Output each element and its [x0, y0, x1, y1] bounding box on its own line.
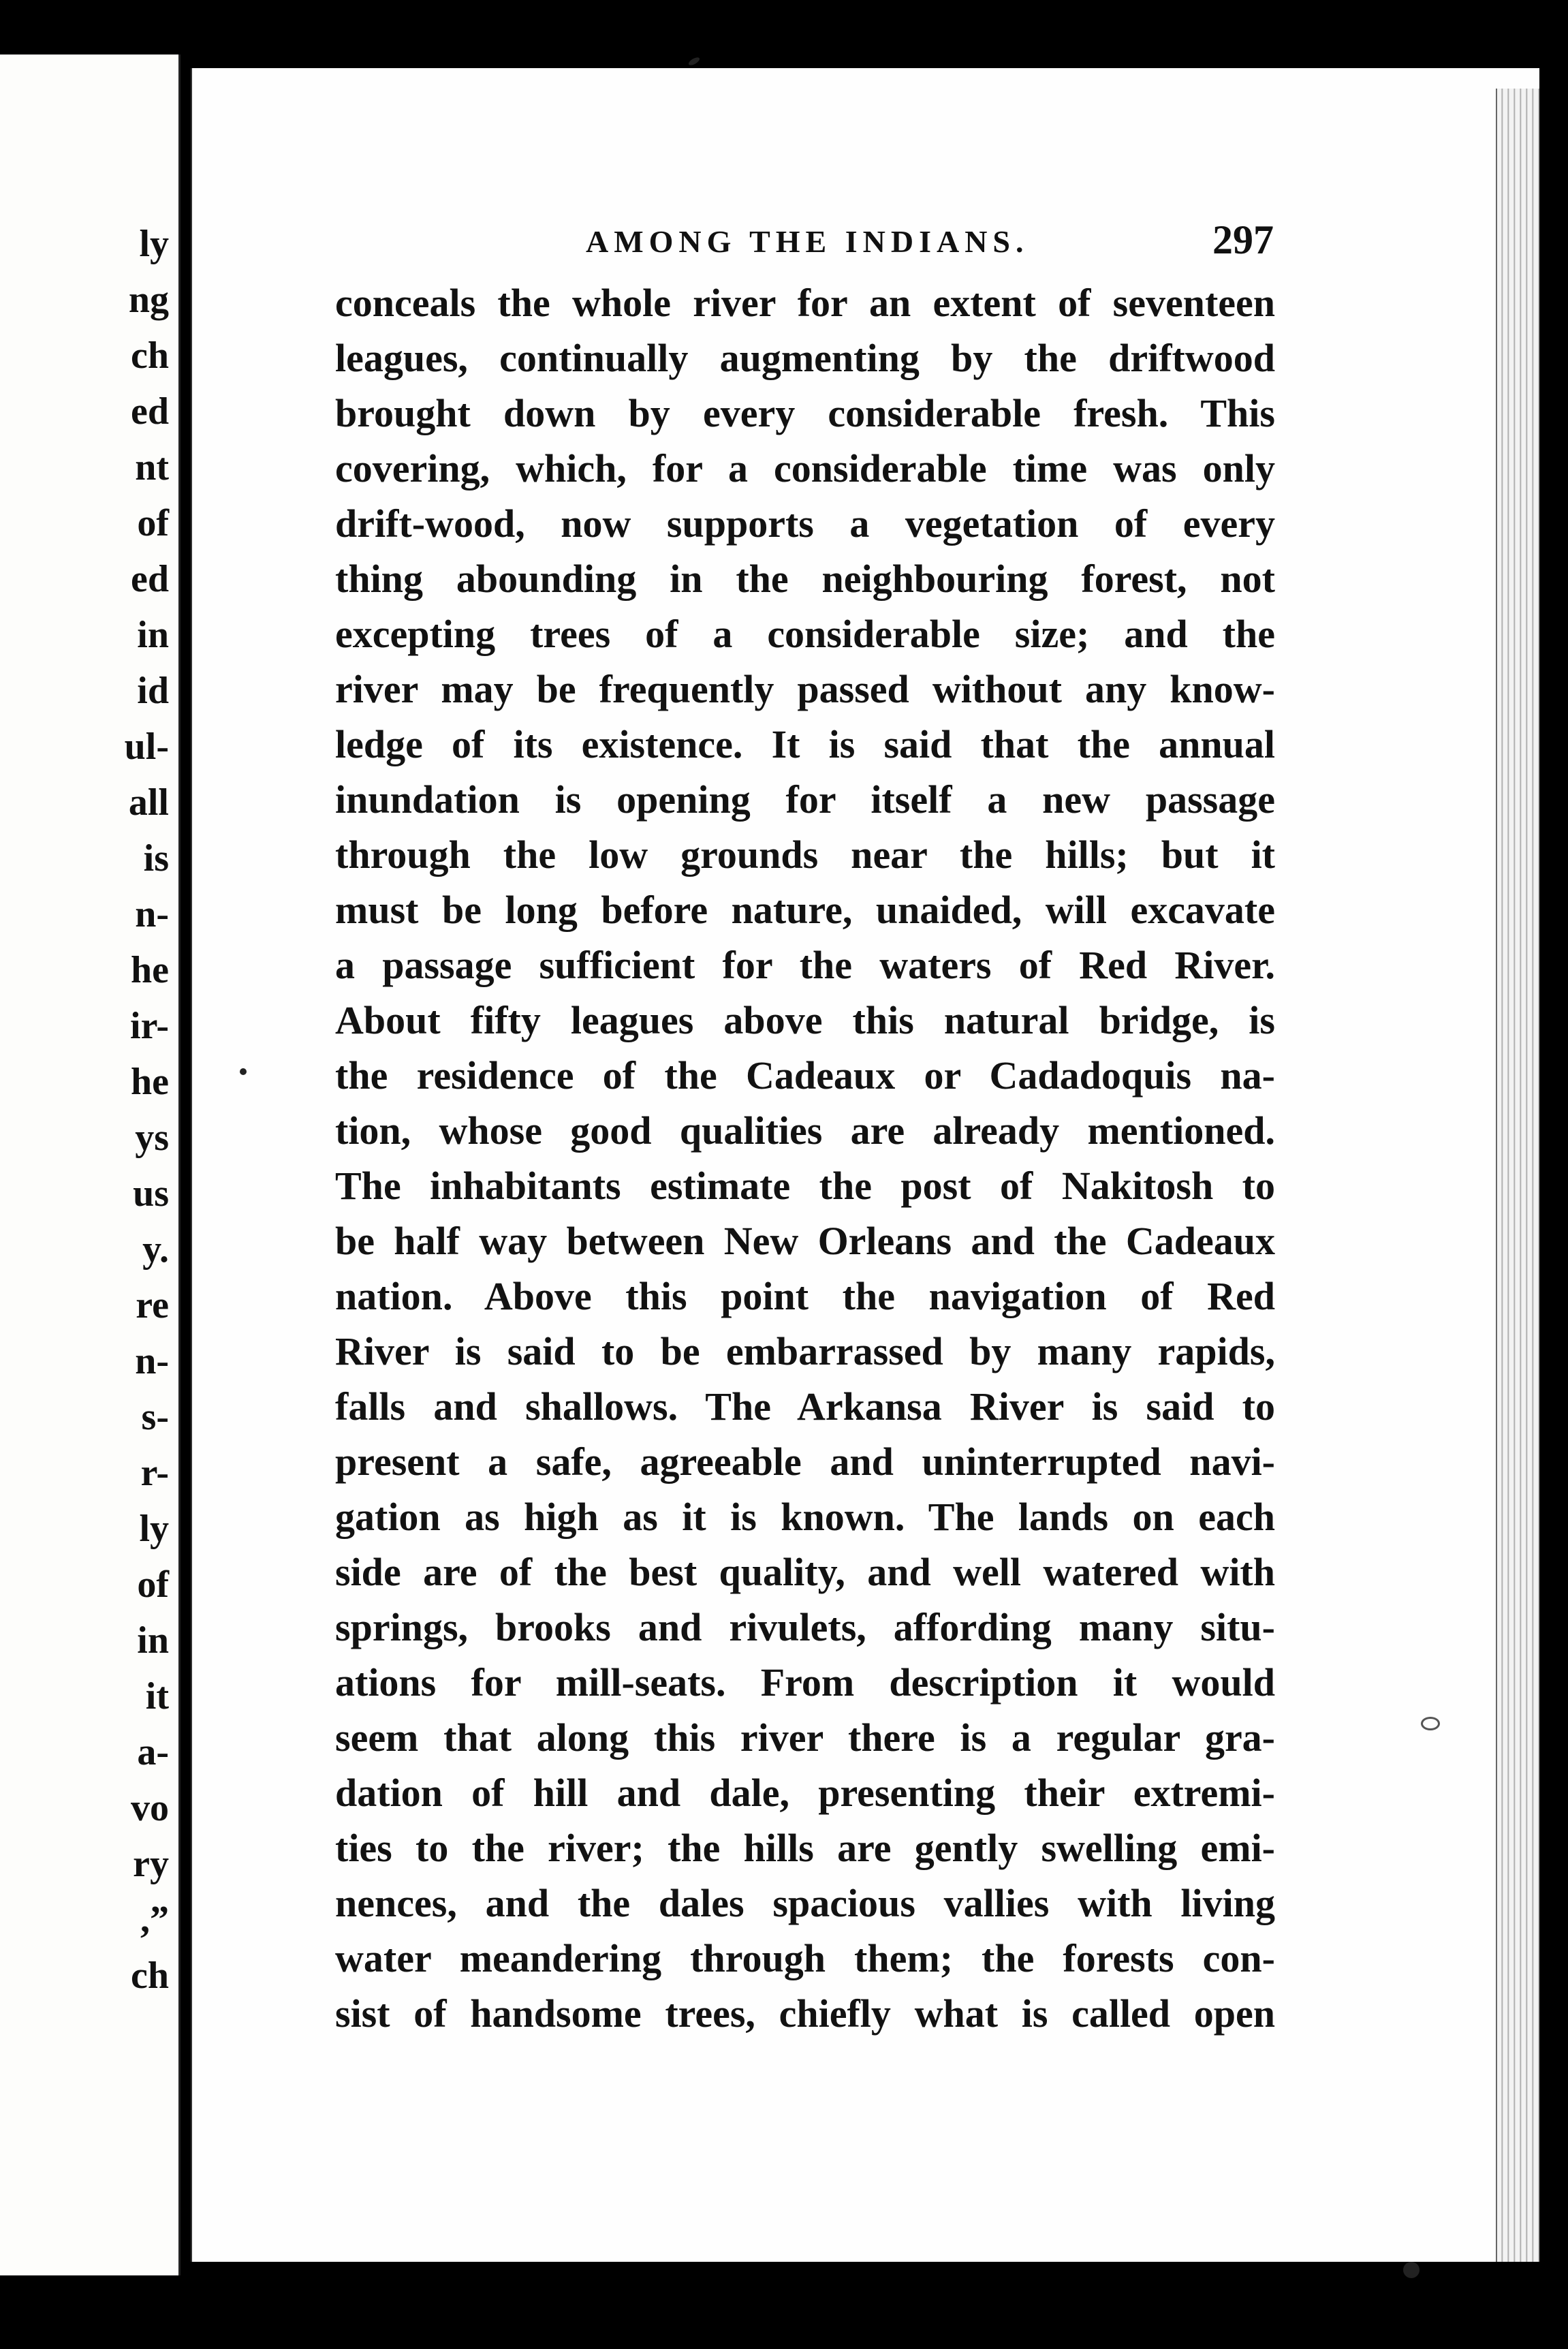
facing-page-line-ending: ry [133, 1843, 169, 1885]
text-line: ations for mill-seats. From description it would [335, 1660, 1275, 1705]
text-line: River is said to be embarrassed by many rapids, [335, 1329, 1275, 1373]
facing-page-line-ending: he [131, 1061, 169, 1103]
running-head: AMONG THE INDIANS. [586, 224, 1029, 259]
facing-page-line-ending: ed [131, 558, 169, 600]
facing-page-line-ending: in [137, 1619, 169, 1662]
text-line: through the low grounds near the hills; but it [335, 833, 1275, 877]
text-line: ledge of its existence. It is said that the annual [335, 722, 1275, 766]
text-line: must be long before nature, unaided, will excavate [335, 888, 1275, 932]
text-line: covering, which, for a considerable time was only [335, 446, 1275, 491]
ink-speck [240, 1068, 247, 1075]
facing-page-line-ending: ch [131, 1955, 169, 1997]
text-line: thing abounding in the neighbouring forest, not [335, 557, 1275, 601]
text-line: drift-wood, now supports a vegetation of every [335, 501, 1275, 546]
text-line: springs, brooks and rivulets, affording many situ- [335, 1605, 1275, 1649]
facing-page-line-ending: it [145, 1675, 169, 1717]
facing-page-line-ending: ly [139, 1508, 169, 1550]
facing-page-line-ending: a- [137, 1731, 169, 1773]
text-line: ties to the river; the hills are gently swelling emi- [335, 1826, 1275, 1870]
facing-page-line-ending: n- [135, 1340, 169, 1382]
text-line: About fifty leagues above this natural bridge, is [335, 998, 1275, 1042]
text-line: nation. Above this point the navigation of Red [335, 1274, 1275, 1318]
facing-page-line-ending: ul- [124, 726, 169, 768]
facing-page-line-ending: s- [141, 1396, 169, 1438]
text-line: leagues, continually augmenting by the driftwood [335, 336, 1275, 380]
facing-page-line-ending: n- [135, 893, 169, 935]
text-line: inundation is opening for itself a new passage [335, 777, 1275, 822]
text-line: water meandering through them; the forests con- [335, 1936, 1275, 1980]
ink-speck [1421, 1717, 1440, 1730]
text-line: The inhabitants estimate the post of Nakitosh to [335, 1164, 1275, 1208]
facing-page-line-ending: ys [135, 1117, 169, 1159]
text-line: falls and shallows. The Arkansa River is said to [335, 1384, 1275, 1429]
text-line: river may be frequently passed without any know- [335, 667, 1275, 711]
facing-page-line-ending: id [137, 670, 169, 712]
facing-page-line-ending: is [143, 837, 169, 880]
facing-page-line-ending: in [137, 614, 169, 656]
facing-page-line-ending: nt [135, 446, 169, 488]
page-number: 297 [1212, 217, 1274, 262]
text-line: conceals the whole river for an extent of seventeen [335, 281, 1275, 325]
text-line: tion, whose good qualities are already mentioned. [335, 1108, 1275, 1153]
facing-page-line-ending: r- [140, 1452, 169, 1494]
facing-page-line-ending: ch [131, 335, 169, 377]
text-line: seem that along this river there is a regular gra- [335, 1715, 1275, 1760]
facing-page-line-ending: ,” [140, 1899, 169, 1941]
facing-page-line-ending: re [136, 1284, 169, 1326]
facing-page-line-ending: all [128, 781, 169, 824]
facing-page-line-ending: ng [128, 279, 169, 321]
text-line: side are of the best quality, and well watered with [335, 1550, 1275, 1594]
text-line: brought down by every considerable fresh. This [335, 391, 1275, 435]
facing-page-line-ending: ed [131, 390, 169, 433]
text-line: be half way between New Orleans and the Cadeaux [335, 1219, 1275, 1263]
page-edge [1496, 89, 1539, 2262]
text-line: nences, and the dales spacious vallies with living [335, 1881, 1275, 1925]
facing-page-line-ending: y. [142, 1228, 169, 1271]
text-line: excepting trees of a considerable size; and the [335, 612, 1275, 656]
facing-page-line-ending: he [131, 949, 169, 991]
facing-page-line-ending: ir- [130, 1005, 169, 1047]
text-line: sist of handsome trees, chiefly what is called open [335, 1991, 1275, 2036]
facing-page-line-ending: of [137, 502, 169, 544]
facing-page-line-ending: ly [139, 223, 169, 265]
ink-speck [1403, 2262, 1420, 2278]
text-line: dation of hill and dale, presenting their extremi- [335, 1771, 1275, 1815]
facing-page-line-ending: us [133, 1172, 169, 1215]
facing-page-line-ending: vo [131, 1787, 169, 1829]
facing-page-line-ending: of [137, 1564, 169, 1606]
text-line: the residence of the Cadeaux or Cadadoquis na- [335, 1053, 1275, 1098]
body-text [335, 275, 1275, 2041]
text-line: present a safe, agreeable and uninterrupted navi- [335, 1440, 1275, 1484]
text-line: a passage sufficient for the waters of Red River. [335, 943, 1275, 987]
facing-page-fragment [0, 55, 181, 2275]
text-line: gation as high as it is known. The lands on each [335, 1495, 1275, 1539]
